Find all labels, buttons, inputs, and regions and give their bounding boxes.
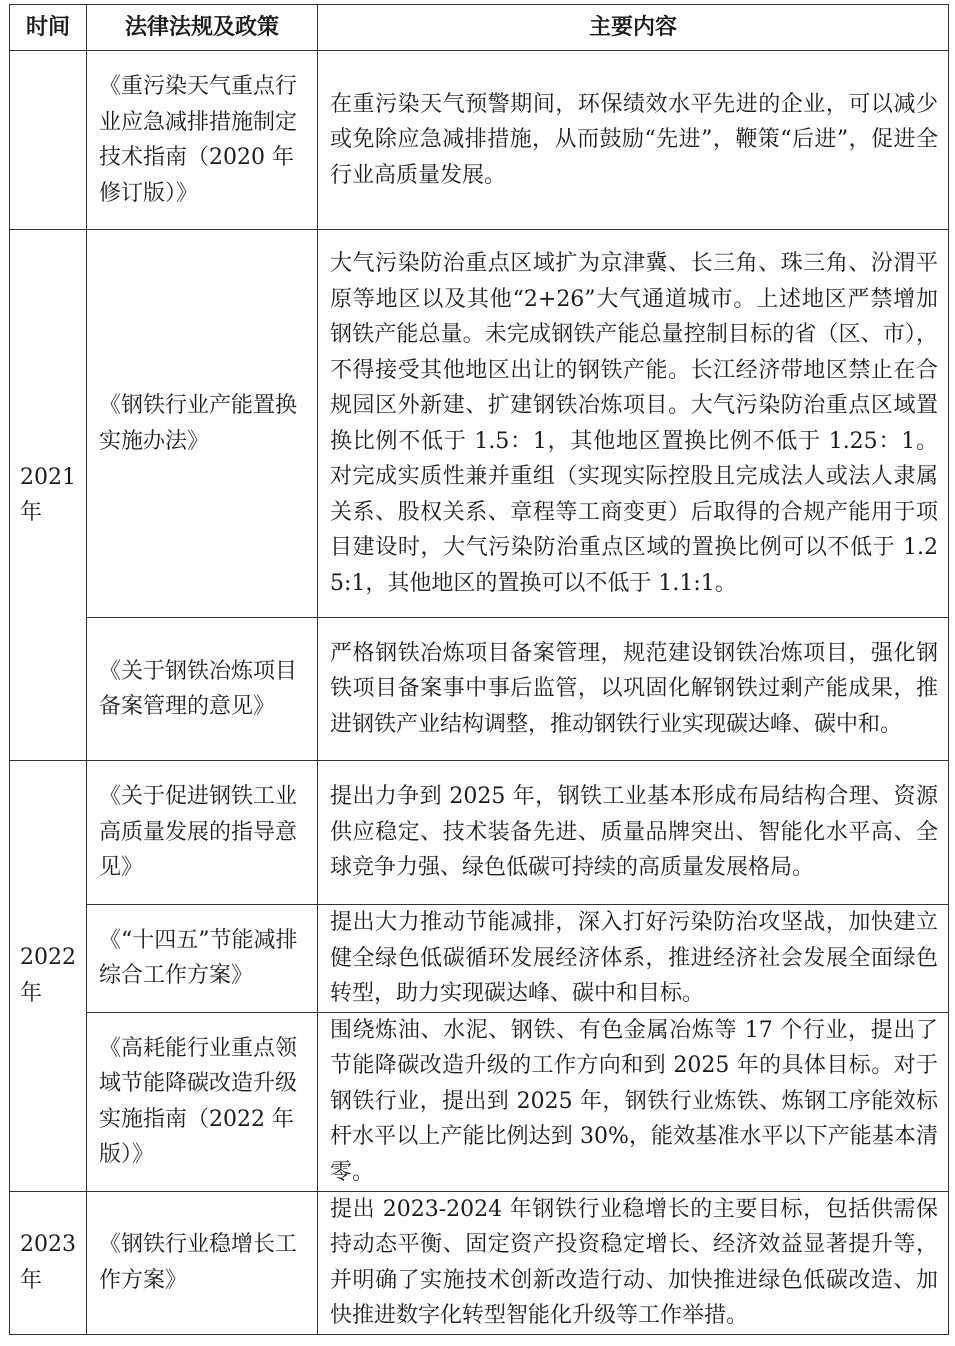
row-time xyxy=(10,51,87,230)
row-content: 提出大力推动节能减排，深入打好污染防治攻坚战，加快建立健全绿色低碳循环发展经济体系，推进经济社会发展全面绿色转型，助力实现碳达峰、碳中和目标。 xyxy=(318,905,949,1013)
row-time: 2022 年 xyxy=(10,761,87,1192)
row-policy: 《钢铁行业稳增长工作方案》 xyxy=(87,1191,318,1334)
table-row xyxy=(10,1191,949,1334)
row-policy: 《“十四五”节能减排综合工作方案》 xyxy=(87,905,318,1013)
policy-table-container xyxy=(9,4,949,1335)
policy-table xyxy=(9,4,949,1335)
table-row xyxy=(10,1012,949,1191)
row-content: 围绕炼油、水泥、钢铁、有色金属冶炼等 17 个行业，提出了节能降碳改造升级的工作方向和到 2025 年的具体目标。对于钢铁行业，提出到 2025 年，钢铁行业炼铁、炼钢工序能效标杆水平以上产能比例达到 30%，能效基准水平以下产能基本清零。 xyxy=(318,1012,949,1191)
row-content: 严格钢铁冶炼项目备案管理，规范建设钢铁冶炼项目，强化钢铁项目备案事中事后监管，以巩固化解钢铁过剩产能成果，推进钢铁产业结构调整，推动钢铁行业实现碳达峰、碳中和。 xyxy=(318,618,949,761)
header-content: 主要内容 xyxy=(318,5,949,51)
header-policy: 法律法规及政策 xyxy=(87,5,318,51)
table-row xyxy=(10,230,949,618)
table-header-row xyxy=(10,5,949,51)
row-content: 在重污染天气预警期间，环保绩效水平先进的企业，可以减少或免除应急减排措施，从而鼓励“先进”，鞭策“后进”，促进全行业高质量发展。 xyxy=(318,51,949,230)
row-policy: 《钢铁行业产能置换实施办法》 xyxy=(87,230,318,618)
row-content: 提出 2023-2024 年钢铁行业稳增长的主要目标，包括供需保持动态平衡、固定资产投资稳定增长、经济效益显著提升等，并明确了实施技术创新改造行动、加快推进绿色低碳改造、加快推进数字化转型智能化升级等工作举措。 xyxy=(318,1191,949,1334)
header-time: 时间 xyxy=(10,5,87,51)
table-row xyxy=(10,618,949,761)
row-policy: 《关于钢铁冶炼项目备案管理的意见》 xyxy=(87,618,318,761)
row-policy: 《高耗能行业重点领域节能降碳改造升级实施指南（2022 年版）》 xyxy=(87,1012,318,1191)
table-row xyxy=(10,905,949,1013)
table-row xyxy=(10,51,949,230)
row-time: 2023 年 xyxy=(10,1191,87,1334)
row-policy: 《关于促进钢铁工业高质量发展的指导意见》 xyxy=(87,761,318,905)
row-content: 提出力争到 2025 年，钢铁工业基本形成布局结构合理、资源供应稳定、技术装备先进、质量品牌突出、智能化水平高、全球竞争力强、绿色低碳可持续的高质量发展格局。 xyxy=(318,761,949,905)
row-policy: 《重污染天气重点行业应急减排措施制定技术指南（2020 年修订版）》 xyxy=(87,51,318,230)
row-time: 2021 年 xyxy=(10,230,87,761)
table-row xyxy=(10,761,949,905)
row-content: 大气污染防治重点区域扩为京津冀、长三角、珠三角、汾渭平原等地区以及其他“2+26”大气通道城市。上述地区严禁增加钢铁产能总量。未完成钢铁产能总量控制目标的省（区、市），不得接受其他地区出让的钢铁产能。长江经济带地区禁止在合规园区外新建、扩建钢铁冶炼项目。大气污染防治重点区域置换比例不低于 1.5：1，其他地区置换比例不低于 1.25：1。对完成实质性兼并重组（实现实际控股且完成法人或法人隶属关系、股权关系、章程等工商变更）后取得的合规产能用于项目建设时，大气污染防治重点区域的置换比例可以不低于 1.25:1，其他地区的置换可以不低于 1.1:1。 xyxy=(318,230,949,618)
